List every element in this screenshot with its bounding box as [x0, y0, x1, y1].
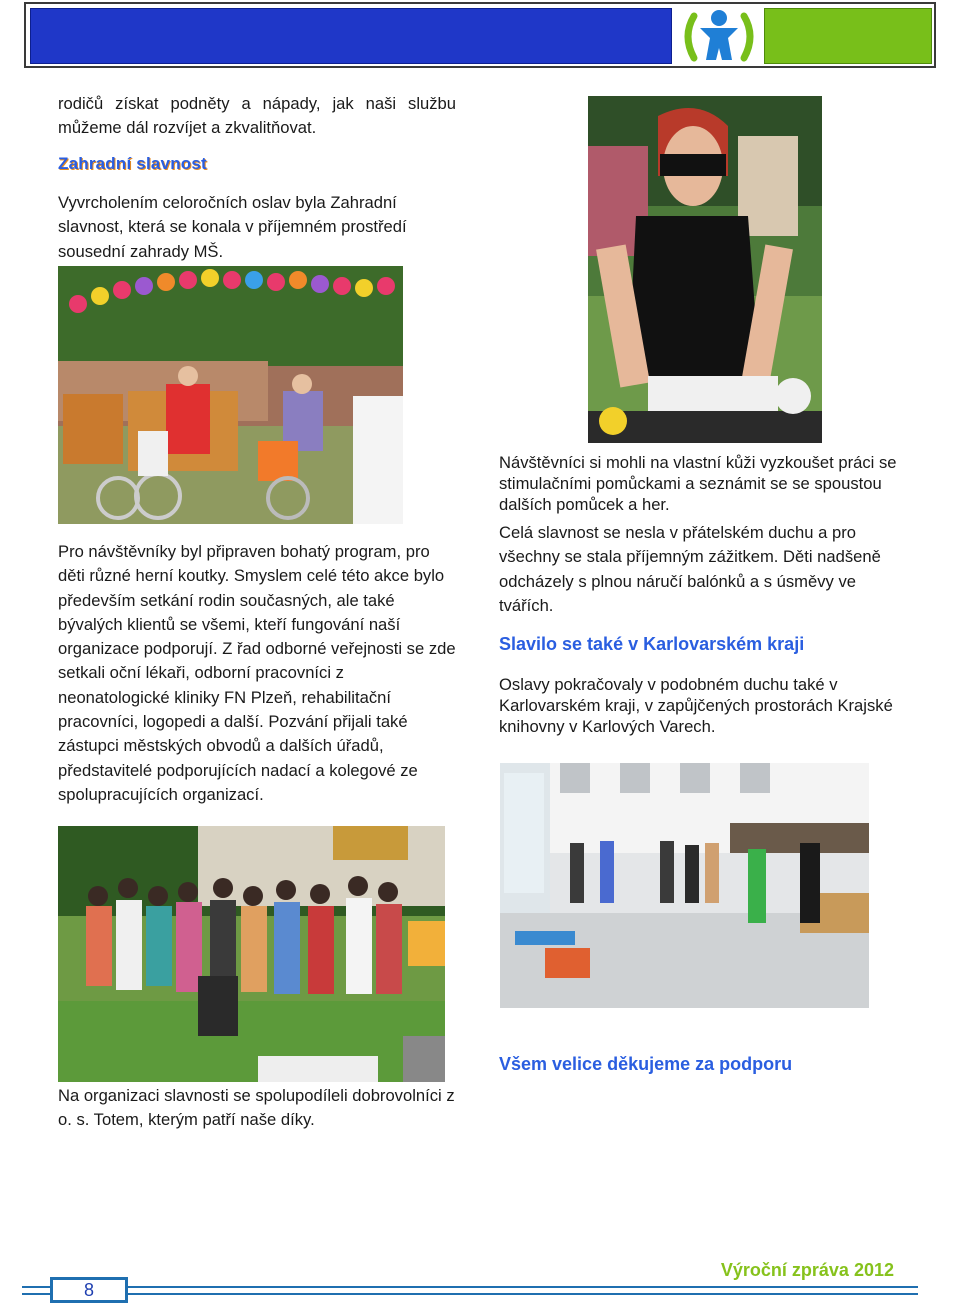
- photo-library-interior: [500, 763, 869, 1008]
- footer-rule-left: [22, 1286, 50, 1295]
- intro-text: rodičů získat podněty a nápady, jak naši službu můžeme dál rozvíjet a zkvalitňovat.: [58, 94, 456, 138]
- section-heading-garden-party: Zahradní slavnost: [58, 154, 207, 173]
- page-number: 8: [83, 1280, 94, 1300]
- photo-blindfolded-woman: [588, 96, 822, 443]
- volunteers-paragraph: Na organizaci slavnosti se spolupodíleli dobrovolníci z o. s. Totem, kterým patří naše díky.: [58, 1086, 455, 1130]
- thanks-heading: Všem velice děkujeme za podporu: [499, 1054, 793, 1074]
- header-banner: [24, 2, 936, 68]
- section-heading-karlovy-vary: Slavilo se také v Karlovarském kraji: [499, 634, 805, 654]
- garden-party-paragraph: Vyvrcholením celoročních oslav byla Zahradní slavnost, která se konala v příjemném prostředí sousední zahrady MŠ.: [58, 193, 407, 261]
- friendly-spirit-paragraph: Celá slavnost se nesla v přátelském duchu a pro všechny se stala příjemným zážitkem. Děti nadšeně odcházely s plnou náručí balónků a s úsměvy ve tvářích.: [499, 523, 881, 615]
- page-number-box: [50, 1277, 128, 1303]
- karlovy-vary-paragraph: Oslavy pokračovaly v podobném duchu také v Karlovarském kraji, v zapůjčených prostorách Krajské knihovny v Karlových Varech.: [499, 675, 893, 736]
- photo-garden-crowd: [58, 826, 445, 1082]
- program-paragraph: Pro návštěvníky byl připraven bohatý program, pro děti různé herní koutky. Smyslem celé této akce bylo především setkání rodin současných, ale také bývalých klientů se všemi, kteří fungování naší organizace podporují. Z řad odborné veřejnosti se zde setkali oční lékaři, odborní pracovníci z neonatologické kliniky FN Plzeň, rehabilitační pracovníci, logopedi a další. Pozvání přijali také zástupci městských obvodů a dalších úřadů, představitelé podporujících nadací a kolegové ze spolupracujících organizací.: [58, 542, 456, 804]
- visitors-paragraph: Návštěvníci si mohli na vlastní kůži vyzkoušet práci se stimulačními pomůckami a seznámit se se spoustou dalších pomůcek a her.: [499, 453, 897, 514]
- footer-rule: [128, 1286, 918, 1295]
- photo-garden-wheelchairs: [58, 266, 403, 524]
- annual-report-title: Výroční zpráva 2012: [720, 1260, 894, 1280]
- header-green-bar: [764, 8, 932, 64]
- child-figure-logo-icon: [676, 6, 762, 66]
- header-blue-bar: [30, 8, 672, 64]
